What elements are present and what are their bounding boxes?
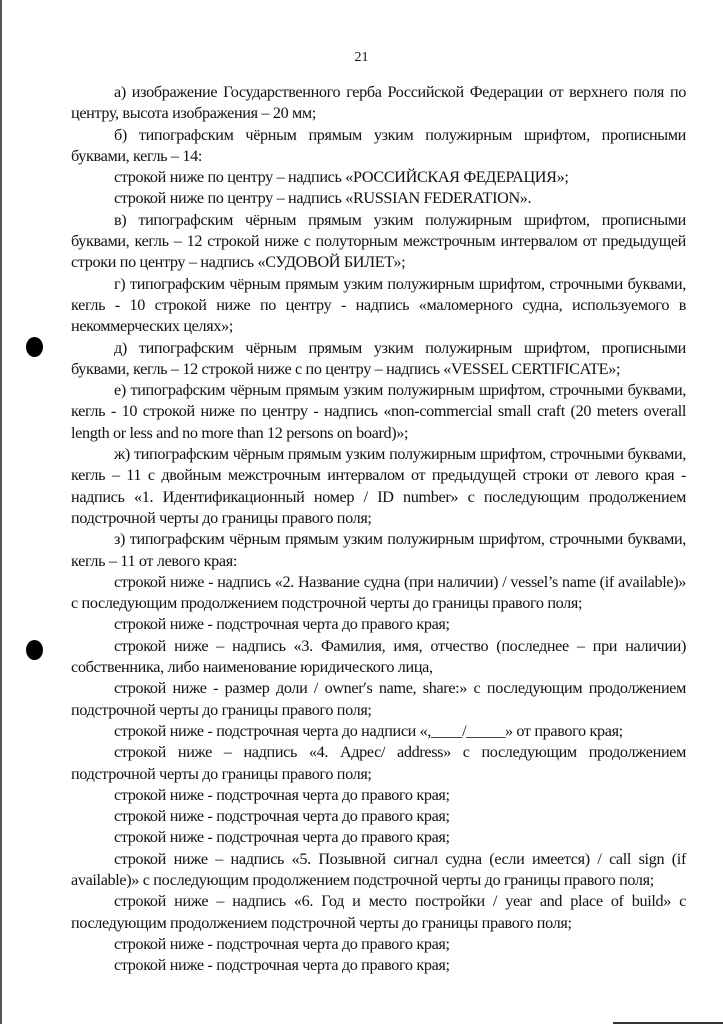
paragraph-z-item: строкой ниже - подстрочная черта до правого края; (114, 934, 450, 953)
paragraph-zh: ж) типографским чёрным прямым узким полужирным шрифтом, строчными буквами, кегль – 11 с двойным межстрочным интервалом от предыдущей строки от левого края - надпись «1. Идентификационный номер / ID number» с последующим продолжением подстрочной черты до границы правого поля; (71, 445, 686, 527)
paragraph-z-item: строкой ниже – надпись «4. Адрес/ address» с последующим продолжением подстрочной черты до границы правого поля; (71, 743, 686, 783)
paragraph-z-item: строкой ниже - подстрочная черта до правого края; (114, 956, 450, 975)
paragraph-a: а) изображение Государственного герба Российской Федерации от верхнего поля по центру, высота изображения – 20 мм; (71, 83, 686, 123)
paragraph-b-line1: строкой ниже по центру – надпись «РОССИЙСКАЯ ФЕДЕРАЦИЯ»; (114, 168, 569, 187)
paragraph-g: г) типографским чёрным прямым узким полужирным шрифтом, строчными буквами, кегль - 10 строкой ниже по центру - надпись «маломерного судна, используемого в некоммерческих целях»; (71, 274, 686, 336)
paragraph-d: д) типографским чёрным прямым узким полужирным шрифтом, прописными буквами, кегль – 12 строкой ниже с по центру – надпись «VESSEL CERTIFICATE»; (71, 338, 686, 378)
paragraph-z-item: строкой ниже – надпись «3. Фамилия, имя, отчество (последнее – при наличии) собственника, либо наименование юридического лица, (71, 636, 686, 677)
paragraph-z-item: строкой ниже - подстрочная черта до правого края; (114, 828, 450, 847)
scan-left-edge (0, 0, 2, 1024)
punch-hole-mark (26, 337, 43, 357)
document-body (71, 82, 686, 976)
paragraph-z-item: строкой ниже - подстрочная черта до правого края; (114, 615, 450, 634)
punch-hole-mark (26, 640, 43, 660)
paragraph-v: в) типографским чёрным прямым узким полужирным шрифтом, прописными буквами, кегль – 12 строкой ниже с полуторным межстрочным интервалом от предыдущей строки по центру – надпись «СУДОВОЙ БИЛЕТ»; (71, 210, 686, 272)
paragraph-z-item: строкой ниже - размер доли / owner′s name, share:» с последующим продолжением подстрочной черты до границы правого поля; (71, 679, 686, 719)
paragraph-e: е) типографским чёрным прямым узким полужирным шрифтом, строчными буквами, кегль - 10 строкой ниже по центру - надпись «non-commercial small craft (20 meters overall length or less and no more than 12 persons on board)»; (71, 381, 686, 442)
paragraph-z-item: строкой ниже - подстрочная черта до надписи «,____/_____» от правого края; (114, 721, 623, 740)
paragraph-z-item: строкой ниже – надпись «6. Год и место постройки / year and place of build» с последующим продолжением подстрочной черты до границы правого поля; (71, 892, 686, 932)
paragraph-z: з) типографским чёрным прямым узким полужирным шрифтом, строчными буквами, кегль – 11 от левого края: (71, 530, 686, 570)
paragraph-z-item: строкой ниже - надпись «2. Название судна (при наличии) / vessel’s name (if available)» с последующим продолжением подстрочной черты до границы правого поля; (71, 572, 686, 613)
paragraph-z-item: строкой ниже - подстрочная черта до правого края; (114, 785, 450, 804)
paragraph-b-line2: строкой ниже по центру – надпись «RUSSIAN FEDERATION». (114, 189, 532, 208)
paragraph-b: б) типографским чёрным прямым узким полужирным шрифтом, прописными буквами, кегль – 14: (71, 125, 686, 165)
paragraph-z-item: строкой ниже - подстрочная черта до правого края; (114, 807, 450, 826)
paragraph-z-item: строкой ниже – надпись «5. Позывной сигнал судна (если имеется) / call sign (if available)» с последующим продолжением подстрочной черты до границы правого поля; (71, 849, 686, 889)
page-number: 21 (354, 50, 369, 65)
